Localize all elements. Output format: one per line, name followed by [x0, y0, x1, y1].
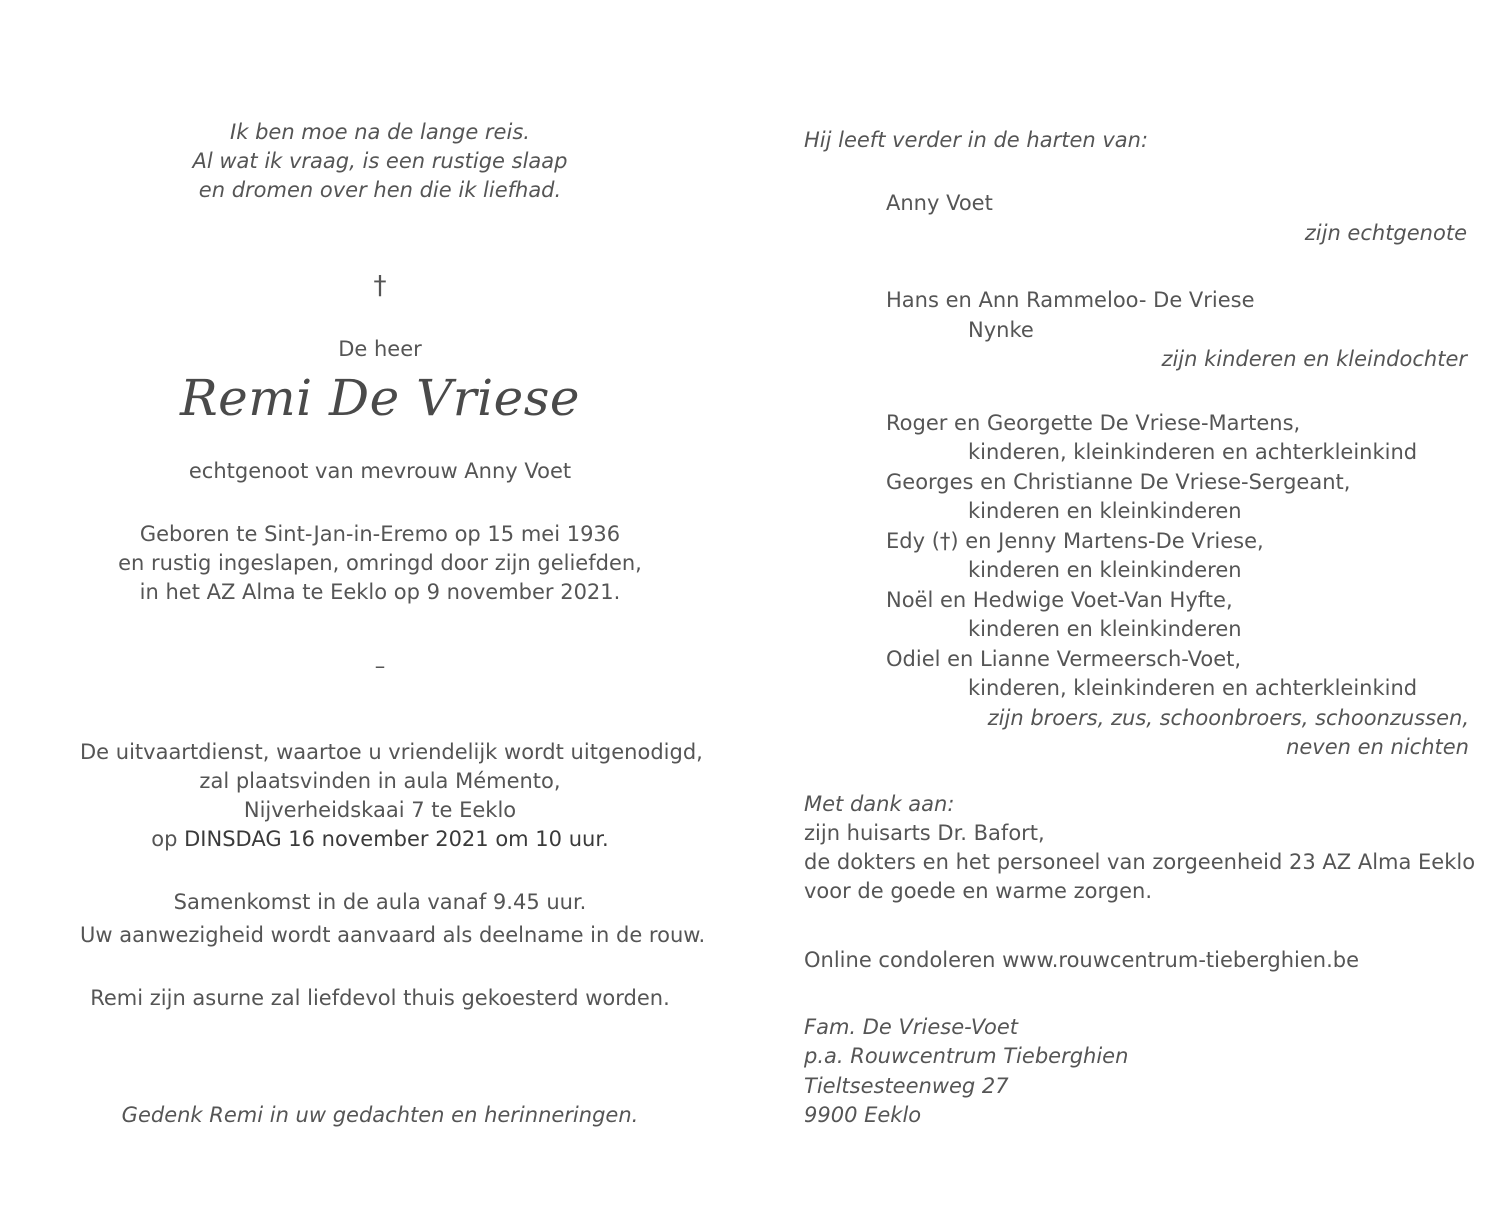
gathering-line: Uw aanwezigheid wordt aanvaard als deelname in de rouw. [80, 923, 706, 947]
poem-line: Ik ben moe na de lange reis. [230, 120, 530, 144]
spouse-line: echtgenoot van mevrouw Anny Voet [188, 459, 572, 483]
sibling-family: kinderen en kleinkinderen [968, 558, 1242, 582]
sibling-family: kinderen en kleinkinderen [968, 499, 1242, 523]
poem-line: Al wat ik vraag, is een rustige slaap [192, 149, 568, 173]
sibling-name: Noël en Hedwige Voet-Van Hyfte, [886, 588, 1233, 612]
sibling-name: Edy (†) en Jenny Martens-De Vriese, [886, 529, 1264, 553]
thanks-title: Met dank aan: [804, 792, 955, 816]
deceased-name: Remi De Vriese [180, 369, 580, 427]
service-line: zal plaatsvinden in aula Mémento, [199, 769, 561, 793]
service-date: DINSDAG 16 november 2021 om 10 uur. [184, 827, 609, 851]
siblings-role: neven en nichten [1286, 735, 1469, 759]
cross-icon: † [373, 271, 387, 301]
grandchild: Nynke [968, 318, 1034, 342]
sibling-name: Odiel en Lianne Vermeersch-Voet, [886, 647, 1242, 671]
remember-line: Gedenk Remi in uw gedachten en herinneringen. [121, 1103, 639, 1127]
urn-line: Remi zijn asurne zal liefdevol thuis gekoesterd worden. [90, 986, 670, 1010]
separator: – [374, 654, 386, 678]
service-date-prefix: op [151, 827, 178, 851]
thanks-line: de dokters en het personeel van zorgeenheid 23 AZ Alma Eeklo [804, 850, 1476, 874]
service-date-line [80, 825, 680, 854]
address-line: p.a. Rouwcentrum Tieberghien [804, 1044, 1129, 1068]
gathering-line: Samenkomst in de aula vanaf 9.45 uur. [173, 890, 587, 914]
poem-line: en dromen over hen die ik liefhad. [198, 178, 562, 202]
siblings-role: zijn broers, zus, schoonbroers, schoonzussen, [987, 706, 1469, 730]
birth-line: en rustig ingeslapen, omringd door zijn geliefden, [118, 551, 642, 575]
birth-line: Geboren te Sint-Jan-in-Eremo op 15 mei 1936 [139, 522, 621, 546]
spouse-name: Anny Voet [886, 191, 993, 215]
online-condolences: Online condoleren www.rouwcentrum-tieberghien.be [804, 948, 1360, 972]
spouse-role: zijn echtgenote [1304, 221, 1467, 245]
sibling-family: kinderen, kleinkinderen en achterkleinkind [968, 676, 1418, 700]
children-role: zijn kinderen en kleindochter [1161, 347, 1467, 371]
children-line: Hans en Ann Rammeloo- De Vriese [886, 288, 1255, 312]
address-line: Tieltsesteenweg 27 [804, 1074, 1009, 1098]
sibling-family: kinderen en kleinkinderen [968, 617, 1242, 641]
service-line: Nijverheidskaai 7 te Eeklo [243, 798, 517, 822]
service-line: De uitvaartdienst, waartoe u vriendelijk wordt uitgenodigd, [80, 740, 703, 764]
sibling-name: Roger en Georgette De Vriese-Martens, [886, 411, 1301, 435]
thanks-line: voor de goede en warme zorgen. [804, 879, 1153, 903]
sibling-family: kinderen, kleinkinderen en achterkleinkind [968, 440, 1418, 464]
sibling-name: Georges en Christianne De Vriese-Sergeant, [886, 470, 1351, 494]
address-line: 9900 Eeklo [804, 1103, 922, 1127]
thanks-line: zijn huisarts Dr. Bafort, [804, 821, 1045, 845]
birth-line: in het AZ Alma te Eeklo op 9 november 2021. [139, 580, 621, 604]
salutation: De heer [338, 337, 422, 361]
intro-line: Hij leeft verder in de harten van: [804, 128, 1149, 152]
address-line: Fam. De Vriese-Voet [804, 1015, 1018, 1039]
